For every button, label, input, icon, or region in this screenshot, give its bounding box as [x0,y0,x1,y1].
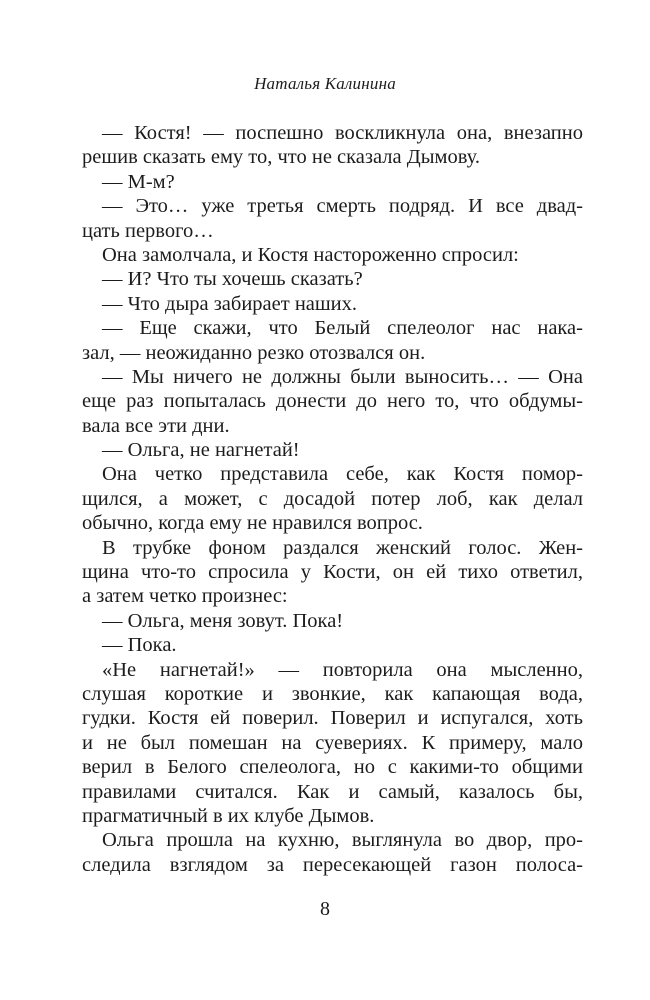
text-line: следила взглядом за пересекающей газон полоса- [82,853,583,876]
text-line: слушая короткие и звонкие, как капающая вода, [82,682,583,705]
text-line: щина что-то спросила у Кости, он ей тихо ответил, [82,561,583,584]
text-line: — Ольга, меня зовут. Пока! [102,609,344,632]
text-line: еще раз попыталась донести до него то, что обдумы- [82,390,583,413]
text-line: обычно, когда ему не нравился вопрос. [82,512,423,535]
text-line: решив сказать ему то, что не сказала Дымову. [82,146,481,169]
text-line: «Не нагнетай!» — повторила она мысленно, [102,658,583,681]
text-line: — Костя! — поспешно воскликнула она, внезапно [102,122,583,144]
running-head-author: Наталья Калинина [254,74,396,93]
text-line: и не был помешан на суевериях. К примеру, мало [82,731,583,754]
text-line: — И? Что ты хочешь сказать? [102,268,363,291]
text-line: — Еще скажи, что Белый спелеолог нас нака- [102,317,583,340]
text-line: щился, а может, с досадой потер лоб, как делал [82,487,583,510]
text-line: правилами считался. Как и самый, казалось бы, [82,780,583,803]
text-line: — Мы ничего не должны были выносить… — Она [102,365,583,388]
text-line: — Это… уже третья смерть подряд. И все двад- [102,195,583,218]
text-line: цать первого… [82,219,214,242]
text-line: В трубке фоном раздался женский голос. Жен- [102,536,583,559]
page-number: 8 [320,898,330,920]
text-line: прагматичный в их клубе Дымов. [82,804,375,827]
text-line: гудки. Костя ей поверил. Поверил и испугался, хоть [82,707,583,730]
text-line: — Ольга, не нагнетай! [102,439,300,462]
text-line: — Пока. [102,634,177,657]
text-line: верил в Белого спелеолога, но с какими-то общими [82,756,583,779]
text-line: — Что дыра забирает наших. [102,292,358,315]
text-line: Она четко представила себе, как Костя помор- [102,463,583,486]
body-text [82,121,583,877]
text-line: Ольга прошла на кухню, выглянула во двор, про- [102,829,583,852]
text-line: Она замолчала, и Костя настороженно спросил: [102,243,519,266]
text-line: — М-м? [102,170,175,193]
text-line: а затем четко произнес: [82,585,288,608]
text-line: вала все эти дни. [82,414,230,437]
text-line: зал, — неожиданно резко отозвался он. [82,341,426,364]
